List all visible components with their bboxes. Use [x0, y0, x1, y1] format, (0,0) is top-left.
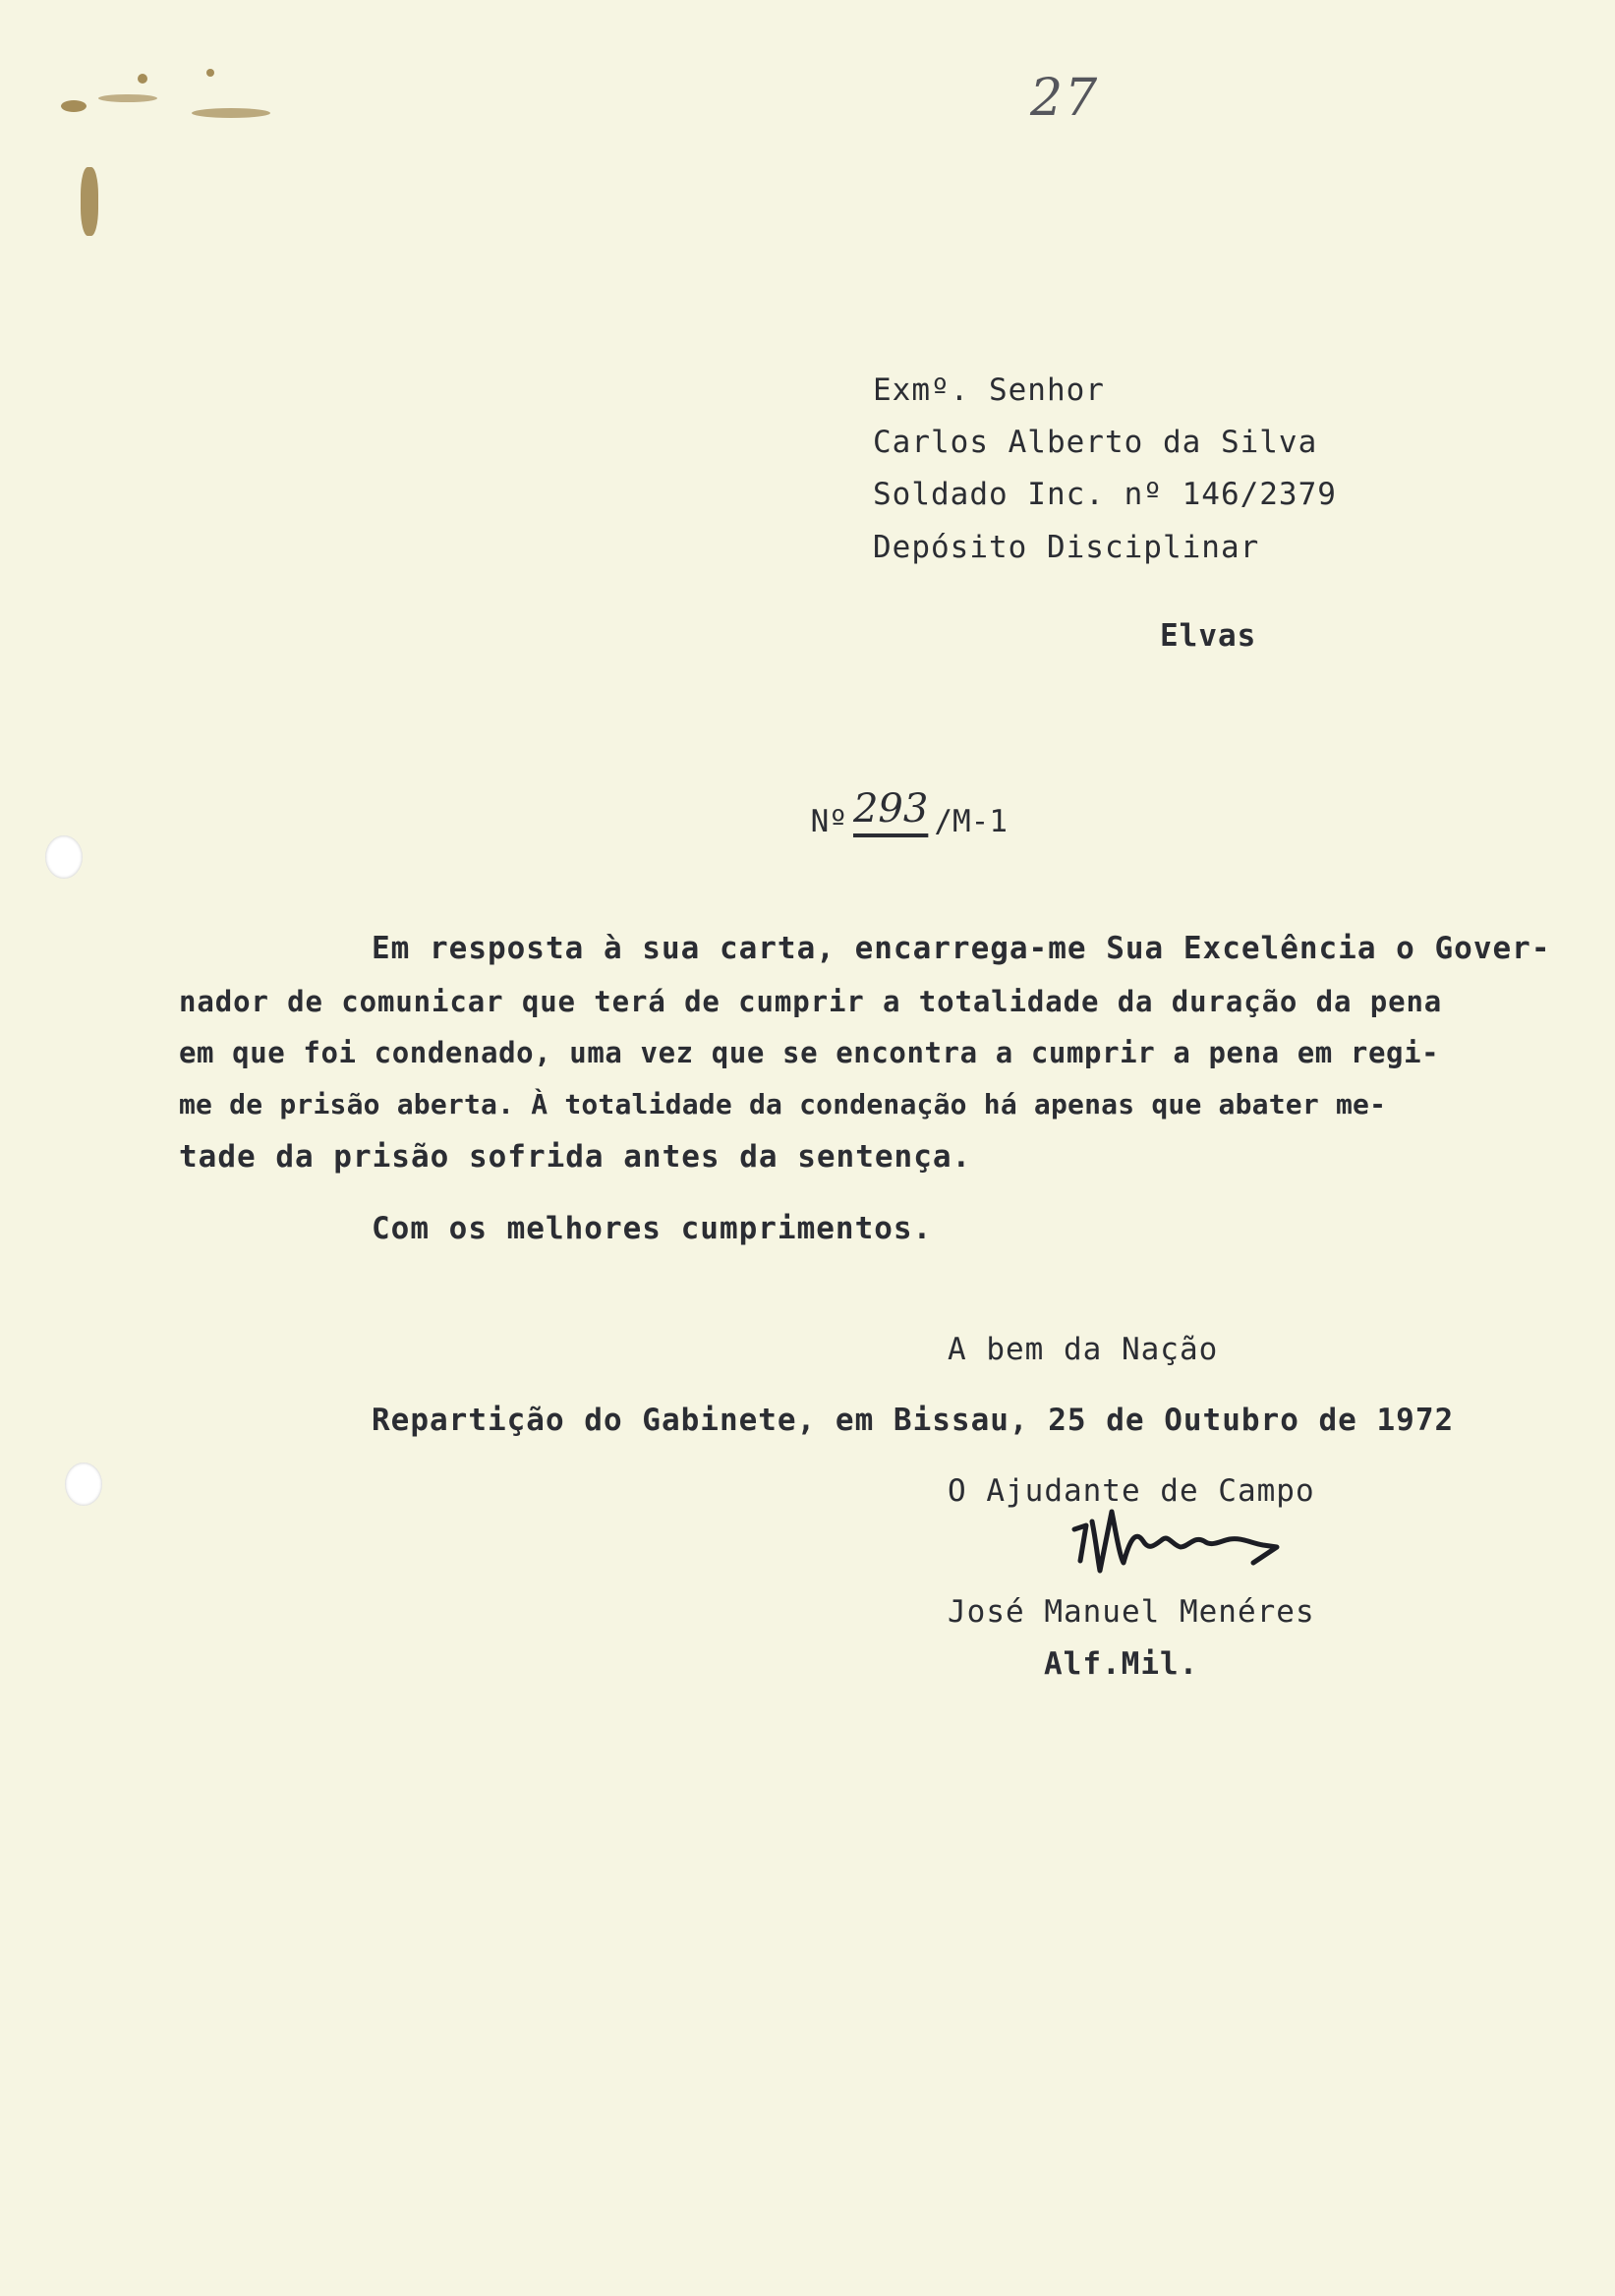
stain-mark	[61, 100, 87, 112]
motto: A bem da Nação	[948, 1332, 1219, 1367]
reference-number	[737, 769, 1008, 869]
signatory-title: O Ajudante de Campo	[948, 1473, 1315, 1509]
reference-prefix: Nº	[810, 804, 847, 839]
recipient-rank-number: Soldado Inc. nº 146/2379	[873, 477, 1337, 512]
handwritten-signature	[1067, 1502, 1293, 1580]
recipient-unit: Depósito Disciplinar	[873, 530, 1260, 565]
stain-mark	[138, 74, 147, 84]
body-line: tade da prisão sofrida antes da sentença.	[179, 1139, 972, 1175]
body-line: Em resposta à sua carta, encarrega-me Sua Excelência o Gover-	[372, 931, 1551, 966]
page-number: 27	[1030, 69, 1100, 128]
body-line: em que foi condenado, uma vez que se encontra a cumprir a pena em regi-	[179, 1036, 1440, 1069]
punch-hole	[65, 1463, 102, 1506]
recipient-name: Carlos Alberto da Silva	[873, 425, 1318, 460]
recipient-city: Elvas	[1160, 618, 1257, 654]
stain-mark	[81, 167, 98, 236]
stain-mark	[192, 108, 270, 118]
stain-mark	[98, 94, 157, 102]
signatory-rank: Alf.Mil.	[1044, 1646, 1199, 1682]
body-line: me de prisão aberta. À totalidade da condenação há apenas que abater me-	[179, 1088, 1387, 1120]
punch-hole	[45, 835, 83, 879]
closing-line: Com os melhores cumprimentos.	[372, 1211, 933, 1246]
stain-mark	[206, 69, 214, 77]
place-date: Repartição do Gabinete, em Bissau, 25 de Outubro de 1972	[372, 1403, 1455, 1438]
reference-handwritten-number: 293	[852, 786, 929, 832]
reference-suffix: /M-1	[934, 804, 1008, 839]
body-line: nador de comunicar que terá de cumprir a totalidade da duração da pena	[179, 985, 1443, 1018]
signatory-name: José Manuel Menéres	[948, 1594, 1315, 1630]
recipient-salutation: Exmº. Senhor	[873, 373, 1105, 408]
